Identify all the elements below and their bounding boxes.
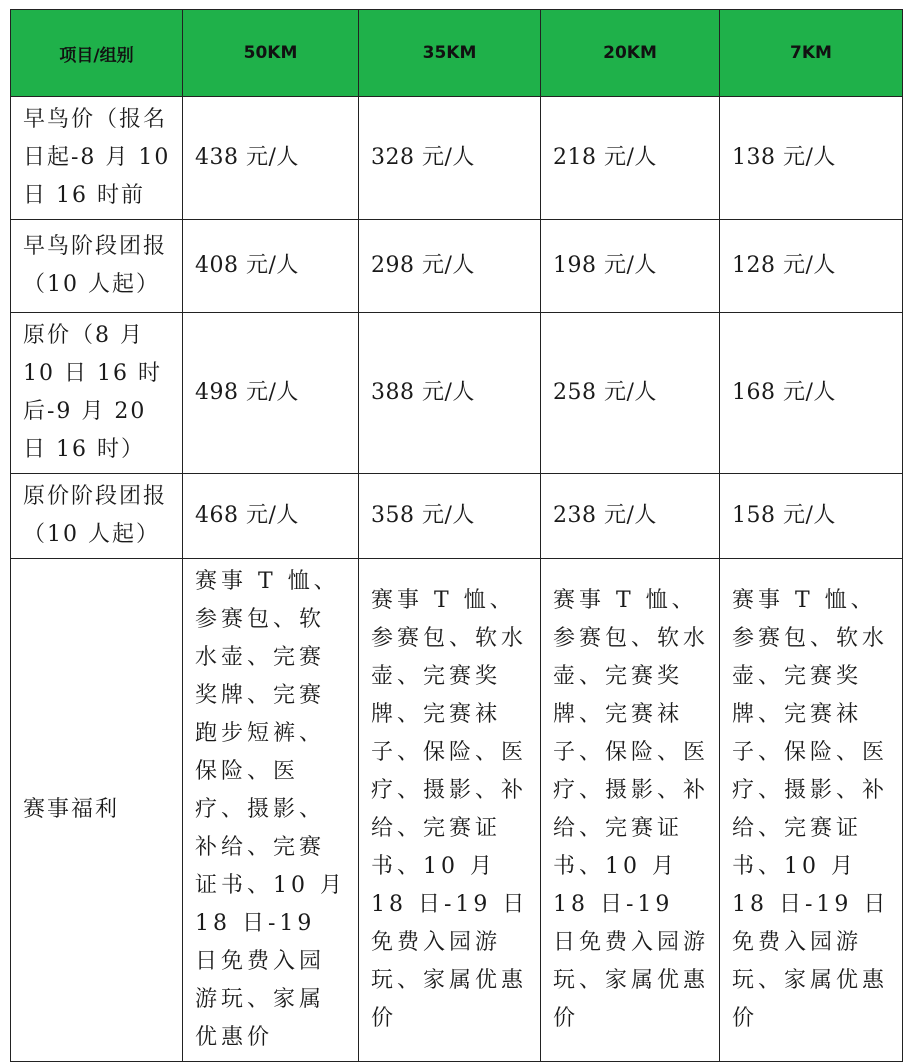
- pricing-table-container: [10, 9, 903, 1062]
- benefits-row: [11, 559, 903, 1062]
- price-cell: 298 元/人: [359, 220, 541, 313]
- row-label: 原价阶段团报（10 人起）: [11, 474, 183, 559]
- price-cell: 158 元/人: [720, 474, 903, 559]
- price-cell: 258 元/人: [541, 313, 720, 474]
- benefit-cell: 赛事 T 恤、参赛包、软水壶、完赛奖牌、完赛跑步短裤、保险、医疗、摄影、补给、完赛证书、10 月 18 日-19 日免费入园游玩、家属优惠价: [183, 559, 359, 1062]
- price-cell: 168 元/人: [720, 313, 903, 474]
- price-cell: 238 元/人: [541, 474, 720, 559]
- benefits-label: 赛事福利: [11, 559, 183, 1062]
- price-cell: 388 元/人: [359, 313, 541, 474]
- row-label: 早鸟阶段团报（10 人起）: [11, 220, 183, 313]
- price-cell: 138 元/人: [720, 97, 903, 220]
- row-label: 原价（8 月 10 日 16 时后-9 月 20 日 16 时）: [11, 313, 183, 474]
- table-row: [11, 313, 903, 474]
- price-cell: 498 元/人: [183, 313, 359, 474]
- price-cell: 408 元/人: [183, 220, 359, 313]
- price-cell: 358 元/人: [359, 474, 541, 559]
- price-cell: 198 元/人: [541, 220, 720, 313]
- price-cell: 328 元/人: [359, 97, 541, 220]
- header-7km: 7KM: [720, 10, 903, 97]
- benefit-cell: 赛事 T 恤、参赛包、软水壶、完赛奖牌、完赛袜子、保险、医疗、摄影、补给、完赛证书、10 月 18 日-19 日免费入园游玩、家属优惠价: [720, 559, 903, 1062]
- header-50km: 50KM: [183, 10, 359, 97]
- benefit-cell: 赛事 T 恤、参赛包、软水壶、完赛奖牌、完赛袜子、保险、医疗、摄影、补给、完赛证书、10 月 18 日-19 日免费入园游玩、家属优惠价: [359, 559, 541, 1062]
- header-item-group: 项目/组别: [11, 10, 183, 97]
- table-row: [11, 474, 903, 559]
- header-20km: 20KM: [541, 10, 720, 97]
- price-cell: 218 元/人: [541, 97, 720, 220]
- pricing-table: [10, 9, 903, 1062]
- header-35km: 35KM: [359, 10, 541, 97]
- benefit-cell: 赛事 T 恤、参赛包、软水壶、完赛奖牌、完赛袜子、保险、医疗、摄影、补给、完赛证书、10 月 18 日-19 日免费入园游玩、家属优惠价: [541, 559, 720, 1062]
- price-cell: 128 元/人: [720, 220, 903, 313]
- row-label: 早鸟价（报名日起-8 月 10 日 16 时前: [11, 97, 183, 220]
- table-row: [11, 97, 903, 220]
- price-cell: 468 元/人: [183, 474, 359, 559]
- price-cell: 438 元/人: [183, 97, 359, 220]
- table-row: [11, 220, 903, 313]
- header-row: [11, 10, 903, 97]
